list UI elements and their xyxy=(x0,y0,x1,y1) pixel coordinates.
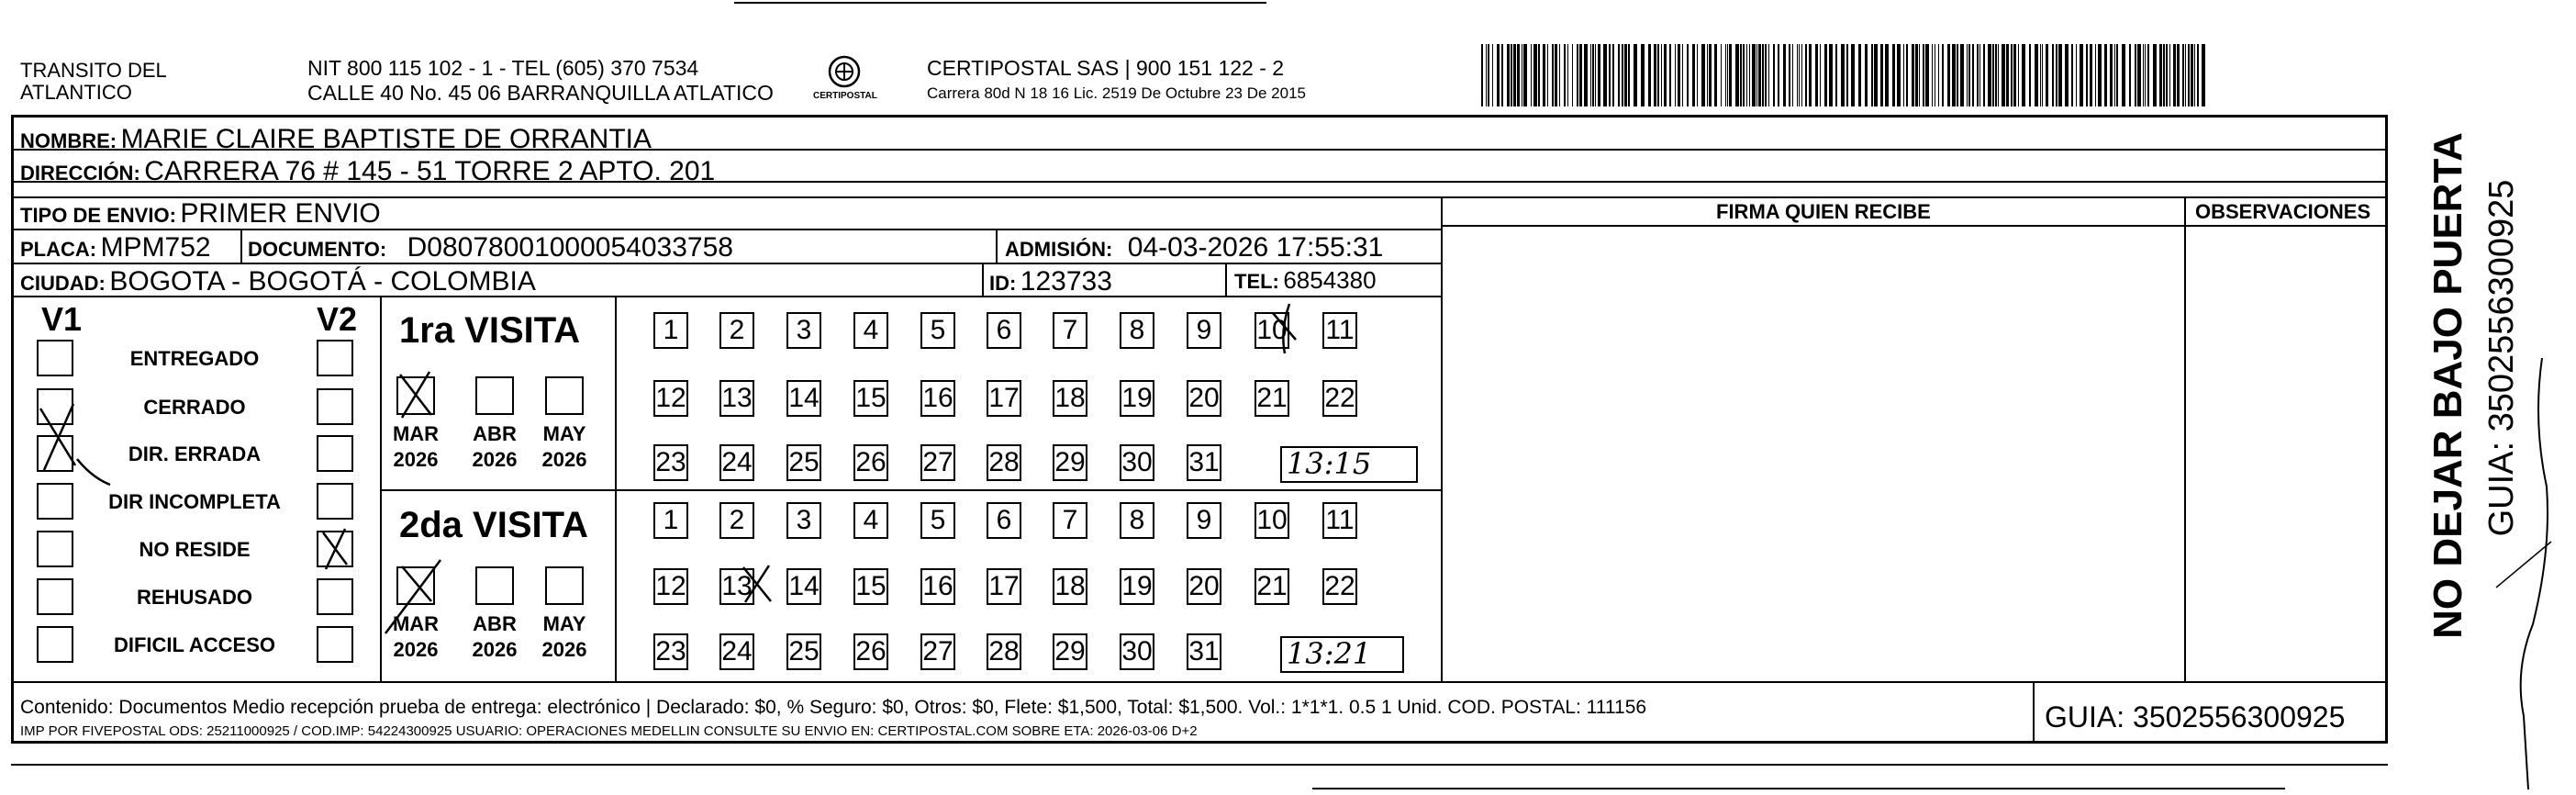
day-box[interactable]: 3 xyxy=(786,312,821,349)
day-box[interactable]: 31 xyxy=(1187,633,1221,670)
day-box[interactable]: 27 xyxy=(920,444,955,481)
org-name-line2: ATLANTICO xyxy=(20,81,132,104)
day-box[interactable]: 2 xyxy=(719,312,754,349)
v1-checkbox[interactable] xyxy=(37,388,73,425)
day-box[interactable]: 25 xyxy=(786,444,821,481)
col-line xyxy=(2184,196,2186,681)
day-box[interactable]: 12 xyxy=(653,380,688,417)
year-label: 2026 xyxy=(472,638,518,661)
v2-checkbox[interactable] xyxy=(317,483,353,520)
day-box[interactable]: 6 xyxy=(987,502,1021,539)
day-box[interactable]: 31 xyxy=(1187,444,1221,481)
day-box[interactable]: 24 xyxy=(719,633,754,670)
day-box[interactable]: 22 xyxy=(1322,568,1357,605)
day-box[interactable]: 11 xyxy=(1322,502,1357,539)
day-box[interactable]: 29 xyxy=(1053,633,1087,670)
v1-checkbox[interactable] xyxy=(37,578,73,615)
day-box[interactable]: 22 xyxy=(1322,380,1357,417)
v2-checkbox[interactable] xyxy=(317,435,353,472)
id-row: ID: 123733 xyxy=(989,266,1112,297)
day-box[interactable]: 20 xyxy=(1187,380,1221,417)
month-checkbox[interactable] xyxy=(396,566,435,605)
day-box[interactable]: 9 xyxy=(1187,312,1221,349)
day-box[interactable]: 3 xyxy=(786,502,821,539)
day-box[interactable]: 18 xyxy=(1053,380,1087,417)
month-label: MAY xyxy=(542,422,586,445)
month-checkbox[interactable] xyxy=(545,566,584,605)
day-box[interactable]: 8 xyxy=(1120,312,1154,349)
option-label: NO RESIDE xyxy=(139,538,251,561)
month-label: ABR xyxy=(473,612,517,635)
observations-header: OBSERVACIONES xyxy=(2195,200,2371,223)
day-box[interactable]: 26 xyxy=(853,444,888,481)
footer-imp: IMP POR FIVEPOSTAL ODS: 25211000925 / COD.IMP: 54224300925 USUARIO: OPERACIONES MEDELLIN CONSULTE SU ENVIO EN: CERTIPOSTAL.COM SOBRE ETA: 2026-03-06 D+2 xyxy=(20,723,1198,739)
day-box[interactable]: 13 xyxy=(719,568,754,605)
day-box[interactable]: 19 xyxy=(1120,568,1154,605)
scan-edge-bottom-right xyxy=(1312,788,2285,789)
side-guide: GUIA: 3502556300925 xyxy=(2482,179,2521,537)
day-box[interactable]: 13 xyxy=(719,380,754,417)
v1-checkbox[interactable] xyxy=(37,626,73,663)
col-line xyxy=(240,229,242,263)
day-box[interactable]: 7 xyxy=(1053,502,1087,539)
day-box[interactable]: 1 xyxy=(653,312,688,349)
scan-edge-top xyxy=(734,2,1266,4)
day-box[interactable]: 5 xyxy=(920,502,955,539)
day-box[interactable]: 17 xyxy=(987,380,1021,417)
signature-header: FIRMA QUIEN RECIBE xyxy=(1716,200,1931,223)
carrier-line: CERTIPOSTAL SAS | 900 151 122 - 2 xyxy=(927,56,1285,80)
col-line xyxy=(982,263,984,296)
day-box[interactable]: 1 xyxy=(653,502,688,539)
day-box[interactable]: 15 xyxy=(853,380,888,417)
city: BOGOTA - BOGOTÁ - COLOMBIA xyxy=(109,266,536,297)
day-box[interactable]: 12 xyxy=(653,568,688,605)
col-line xyxy=(2033,681,2035,744)
day-box[interactable]: 24 xyxy=(719,444,754,481)
v2-checkbox[interactable] xyxy=(317,340,353,376)
day-box[interactable]: 28 xyxy=(987,633,1021,670)
tel-row: TEL: 6854380 xyxy=(1234,266,1377,294)
footer-contents: Contenido: Documentos Medio recepción prueba de entrega: electrónico | Declarado: $0, % Seguro: $0, Otros: $0, Flete: $1,500, Total: $1,500. Vol.: 1*1*1. 0.5 1 Unid. COD. POSTAL: 111156 xyxy=(20,697,1647,718)
certipostal-logo-icon xyxy=(808,51,881,106)
type-row: TIPO DE ENVIO: PRIMER ENVIO xyxy=(20,198,381,229)
barcode xyxy=(1478,44,2212,110)
day-box[interactable]: 29 xyxy=(1053,444,1087,481)
year-label: 2026 xyxy=(472,448,518,471)
month-checkbox[interactable] xyxy=(475,566,514,605)
day-box[interactable]: 19 xyxy=(1120,380,1154,417)
v2-label: V2 xyxy=(317,300,358,338)
year-label: 2026 xyxy=(541,448,587,471)
footer-guide: GUIA: 3502556300925 xyxy=(2045,700,2346,733)
v2-checkbox[interactable] xyxy=(317,531,353,567)
day-box[interactable]: 26 xyxy=(853,633,888,670)
address-row: DIRECCIÓN: CARRERA 76 # 145 - 51 TORRE 2 APTO. 201 xyxy=(20,156,716,186)
shipment-type: PRIMER ENVIO xyxy=(180,198,381,229)
day-box[interactable]: 30 xyxy=(1120,633,1154,670)
row-line xyxy=(11,681,2388,683)
recipient-address: CARRERA 76 # 145 - 51 TORRE 2 APTO. 201 xyxy=(144,156,716,186)
day-box[interactable]: 23 xyxy=(653,633,688,670)
v1-label: V1 xyxy=(41,300,83,338)
nit-line: NIT 800 115 102 - 1 - TEL (605) 370 7534 xyxy=(307,56,699,80)
col-line xyxy=(380,296,382,681)
month-label: MAY xyxy=(542,612,586,635)
admission-row: ADMISIÓN: 04-03-2026 17:55:31 xyxy=(1005,232,1384,263)
v2-checkbox[interactable] xyxy=(317,578,353,615)
col-line xyxy=(1441,196,1443,681)
address-line: CALLE 40 No. 45 06 BARRANQUILLA ATLATICO xyxy=(307,81,774,105)
side-warning: NO DEJAR BAJO PUERTA xyxy=(2425,132,2470,639)
day-box[interactable]: 30 xyxy=(1120,444,1154,481)
row-line xyxy=(11,229,1441,230)
document-number: D08078001000054033758 xyxy=(407,232,733,263)
logo-text: CERTIPOSTAL xyxy=(813,91,877,101)
year-label: 2026 xyxy=(541,638,587,661)
day-box[interactable]: 21 xyxy=(1255,380,1289,417)
recipient-name: MARIE CLAIRE BAPTISTE DE ORRANTIA xyxy=(120,124,652,154)
day-box[interactable]: 23 xyxy=(653,444,688,481)
admission-datetime: 04-03-2026 17:55:31 xyxy=(1127,232,1384,263)
day-box[interactable]: 14 xyxy=(786,380,821,417)
scan-edge-bottom xyxy=(11,764,2388,766)
day-box[interactable]: 18 xyxy=(1053,568,1087,605)
day-box[interactable]: 14 xyxy=(786,568,821,605)
option-label: DIR INCOMPLETA xyxy=(108,490,281,513)
option-label: CERRADO xyxy=(143,396,246,419)
plate: MPM752 xyxy=(100,232,211,263)
day-box[interactable]: 17 xyxy=(987,568,1021,605)
carrier-subline: Carrera 80d N 18 16 Lic. 2519 De Octubre 23 De 2015 xyxy=(927,84,1306,102)
option-label: DIR. ERRADA xyxy=(128,442,262,465)
col-line xyxy=(996,229,998,263)
plate-row: PLACA: MPM752 xyxy=(20,232,211,263)
row-line xyxy=(1441,225,2388,227)
option-label: REHUSADO xyxy=(137,586,252,609)
day-box[interactable]: 21 xyxy=(1255,568,1289,605)
option-label: ENTREGADO xyxy=(129,347,260,370)
day-box[interactable]: 10 xyxy=(1255,502,1289,539)
year-label: 2026 xyxy=(393,448,439,471)
option-label: DIFICIL ACCESO xyxy=(113,633,276,656)
day-box[interactable]: 16 xyxy=(920,568,955,605)
day-box[interactable]: 20 xyxy=(1187,568,1221,605)
name-label: NOMBRE: MARIE CLAIRE BAPTISTE DE ORRANTIA xyxy=(20,124,652,154)
recipient-id: 123733 xyxy=(1020,266,1112,297)
day-box[interactable]: 8 xyxy=(1120,502,1154,539)
document-row: DOCUMENTO: D08078001000054033758 xyxy=(248,232,733,263)
day-box[interactable]: 28 xyxy=(987,444,1021,481)
month-label: MAR xyxy=(392,612,440,635)
org-name-line1: TRANSITO DEL xyxy=(20,59,167,82)
day-box[interactable]: 7 xyxy=(1053,312,1087,349)
day-box[interactable]: 25 xyxy=(786,633,821,670)
day-box[interactable]: 10 xyxy=(1255,312,1289,349)
day-box[interactable]: 15 xyxy=(853,568,888,605)
day-box[interactable]: 9 xyxy=(1187,502,1221,539)
day-box[interactable]: 16 xyxy=(920,380,955,417)
month-label: MAR xyxy=(392,422,440,445)
day-box[interactable]: 4 xyxy=(853,502,888,539)
v2-checkbox[interactable] xyxy=(317,388,353,425)
v1-checkbox[interactable] xyxy=(37,531,73,567)
month-checkbox[interactable] xyxy=(475,376,514,415)
month-checkbox[interactable] xyxy=(545,376,584,415)
city-row: CIUDAD: BOGOTA - BOGOTÁ - COLOMBIA xyxy=(20,266,536,297)
day-box[interactable]: 6 xyxy=(987,312,1021,349)
recipient-tel: 6854380 xyxy=(1283,266,1377,294)
month-checkbox[interactable] xyxy=(396,376,435,415)
v1-checkbox[interactable] xyxy=(37,435,73,472)
v1-checkbox[interactable] xyxy=(37,483,73,520)
first-visit-time: 13:15 xyxy=(1287,446,1372,481)
second-visit-time: 13:21 xyxy=(1287,636,1372,671)
year-label: 2026 xyxy=(393,638,439,661)
row-line xyxy=(380,489,1441,491)
v1-checkbox[interactable] xyxy=(37,340,73,376)
month-label: ABR xyxy=(473,422,517,445)
day-box[interactable]: 27 xyxy=(920,633,955,670)
col-line xyxy=(1225,263,1227,296)
second-visit-title: 2da VISITA xyxy=(399,505,588,545)
day-box[interactable]: 2 xyxy=(719,502,754,539)
day-box[interactable]: 11 xyxy=(1322,312,1357,349)
v2-checkbox[interactable] xyxy=(317,626,353,663)
day-box[interactable]: 4 xyxy=(853,312,888,349)
col-line xyxy=(615,296,617,681)
first-visit-title: 1ra VISITA xyxy=(399,310,581,351)
day-box[interactable]: 5 xyxy=(920,312,955,349)
